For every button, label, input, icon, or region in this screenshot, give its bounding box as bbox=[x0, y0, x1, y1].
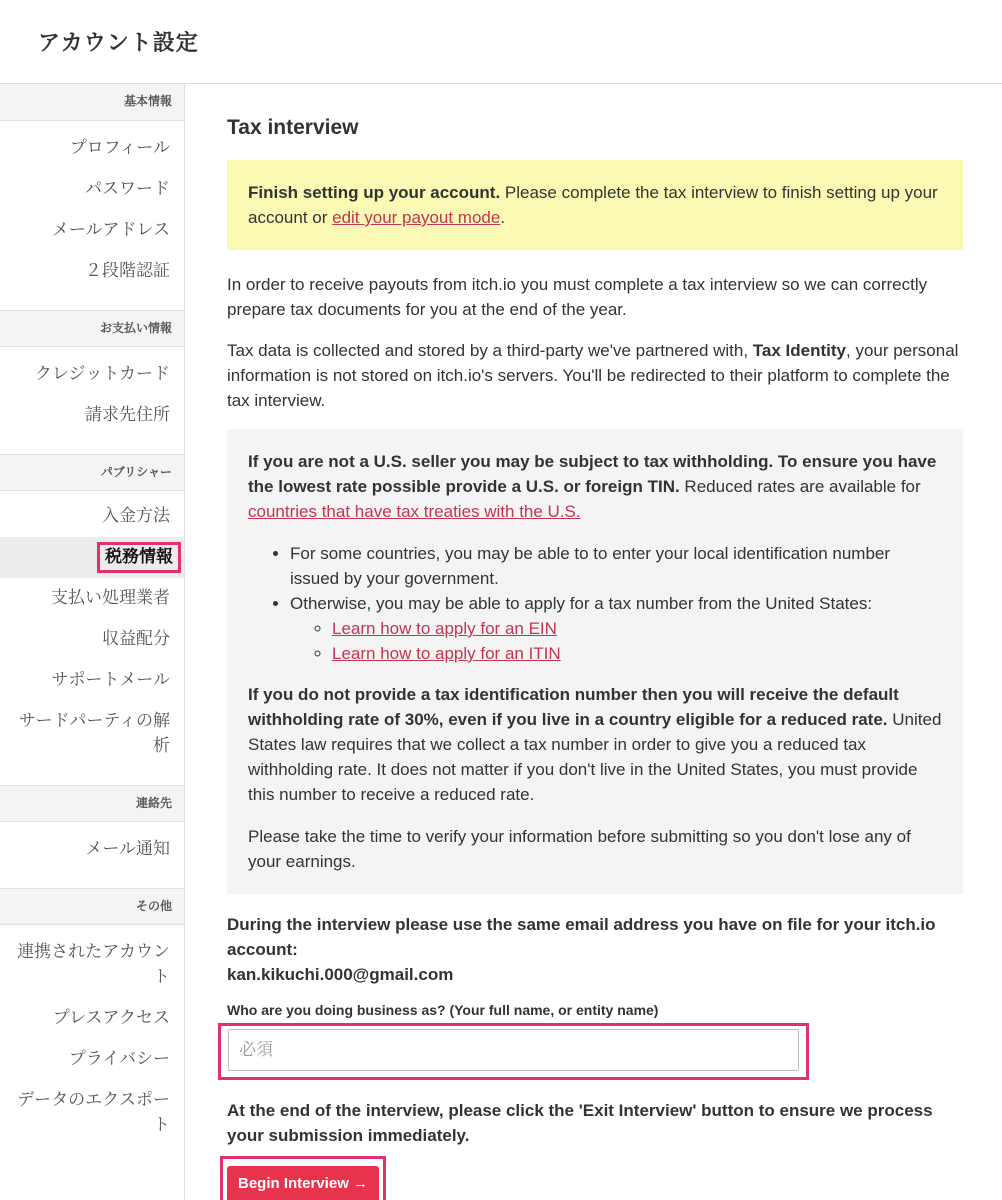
edit-payout-mode-link[interactable]: edit your payout mode bbox=[332, 208, 501, 227]
sidebar-item-2fa[interactable]: ２段階認証 bbox=[85, 261, 170, 281]
sidebar-item-billing-address[interactable]: 請求先住所 bbox=[85, 405, 170, 425]
sidebar-item-email-notifications[interactable]: メール通知 bbox=[85, 839, 170, 859]
sidebar-heading-publisher: パブリシャー bbox=[0, 454, 184, 491]
email-note bbox=[227, 912, 963, 987]
verify-paragraph: Please take the time to verify your information before submitting so you don't lose any of your earnings. bbox=[248, 827, 911, 871]
account-email: kan.kikuchi.000@gmail.com bbox=[227, 965, 454, 984]
sidebar-heading-contact: 連絡先 bbox=[0, 785, 184, 822]
apply-ein-link[interactable]: Learn how to apply for an EIN bbox=[332, 619, 557, 638]
sidebar-item-support-email[interactable]: サポートメール bbox=[51, 670, 170, 690]
begin-interview-button-wrapper bbox=[220, 1156, 386, 1200]
withholding-info-box bbox=[227, 429, 963, 894]
withholding-text: Reduced rates are available for bbox=[679, 477, 921, 496]
apply-itin-link[interactable]: Learn how to apply for an ITIN bbox=[332, 644, 561, 663]
sidebar-item-payment-processors[interactable]: 支払い処理業者 bbox=[51, 588, 170, 608]
business-name-label: Who are you doing business as? (Your full name, or entity name) bbox=[227, 1002, 659, 1018]
page-title: アカウント設定 bbox=[38, 31, 199, 56]
default-rate-bold: If you do not provide a tax identification number then you will receive the default withholding rate of 30%, even if you live in a country eligible for a reduced rate. bbox=[248, 685, 899, 729]
intro-paragraph: In order to receive payouts from itch.io you must complete a tax interview so we can correctly prepare tax documents for you at the end of the year. bbox=[227, 275, 928, 319]
third-party-paragraph bbox=[227, 338, 963, 413]
third-party-after: , your personal information is not stored on itch.io's servers. You'll be redirected to their platform to complete the tax interview. bbox=[227, 341, 959, 410]
sidebar bbox=[0, 84, 185, 1200]
sidebar-item-revenue-sharing[interactable]: 収益配分 bbox=[102, 629, 170, 649]
sidebar-item-tax-info[interactable] bbox=[0, 537, 184, 578]
sidebar-heading-other: その他 bbox=[0, 888, 184, 925]
sidebar-item-privacy[interactable]: プライバシー bbox=[68, 1049, 170, 1069]
third-party-bold: Tax Identity bbox=[752, 341, 846, 360]
notice-bold: Finish setting up your account. bbox=[248, 183, 501, 202]
list-item bbox=[332, 641, 942, 666]
tin-options-list bbox=[290, 541, 942, 666]
sidebar-item-email[interactable]: メールアドレス bbox=[51, 220, 170, 240]
sidebar-item-payout-method[interactable]: 入金方法 bbox=[102, 506, 170, 526]
default-rate-paragraph bbox=[248, 682, 942, 807]
notice-end: . bbox=[500, 208, 506, 227]
sidebar-item-profile[interactable]: プロフィール bbox=[69, 138, 170, 158]
sidebar-item-press-access[interactable]: プレスアクセス bbox=[52, 1008, 170, 1028]
sidebar-heading-basic: 基本情報 bbox=[0, 84, 184, 121]
email-note-text: During the interview please use the same email address you have on file for your itch.io account: bbox=[227, 915, 936, 959]
business-name-input[interactable] bbox=[228, 1029, 799, 1071]
list-item bbox=[332, 616, 942, 641]
page-header bbox=[0, 0, 1002, 84]
begin-interview-button[interactable]: Begin Interview → bbox=[227, 1166, 379, 1200]
apply-links-list bbox=[332, 616, 942, 666]
third-party-before: Tax data is collected and stored by a third-party we've partnered with, bbox=[227, 341, 753, 360]
tax-treaties-link[interactable]: countries that have tax treaties with the U.S. bbox=[248, 502, 581, 521]
list-item bbox=[290, 591, 942, 666]
main-content bbox=[227, 84, 963, 1200]
section-title: Tax interview bbox=[227, 116, 359, 139]
setup-notice bbox=[227, 160, 963, 250]
sidebar-item-tax-info-label: 税務情報 bbox=[97, 542, 181, 573]
default-rate-text: United States law requires that we collect a tax number in order to give you a reduced tax withholding rate. It does not matter if you don't live in the United States, you must provide this number to receive a reduced rate. bbox=[248, 710, 942, 804]
withholding-paragraph bbox=[248, 449, 942, 524]
sidebar-heading-billing: お支払い情報 bbox=[0, 310, 184, 347]
sidebar-item-credit-card[interactable]: クレジットカード bbox=[34, 364, 170, 384]
sidebar-item-password[interactable]: パスワード bbox=[85, 179, 170, 199]
sidebar-item-third-party-analytics[interactable]: サードパーティの解析 bbox=[18, 711, 170, 756]
exit-interview-note: At the end of the interview, please click the 'Exit Interview' button to ensure we process your submission immediately. bbox=[227, 1101, 933, 1145]
sidebar-item-connected-accounts[interactable]: 連携されたアカウント bbox=[17, 942, 170, 987]
list-item-text: Otherwise, you may be able to apply for a tax number from the United States: bbox=[290, 594, 873, 613]
business-name-field-wrapper bbox=[218, 1023, 809, 1080]
list-item: • For some countries, you may be able to to enter your local identification number issued by your government. bbox=[290, 541, 942, 591]
sidebar-item-data-export[interactable]: データのエクスポート bbox=[17, 1090, 170, 1135]
notice-text: Please complete the tax interview to finish setting up your account or bbox=[248, 183, 938, 227]
withholding-bold: If you are not a U.S. seller you may be subject to tax withholding. To ensure you have the lowest rate possible provide a U.S. or foreign TIN. bbox=[248, 452, 937, 496]
